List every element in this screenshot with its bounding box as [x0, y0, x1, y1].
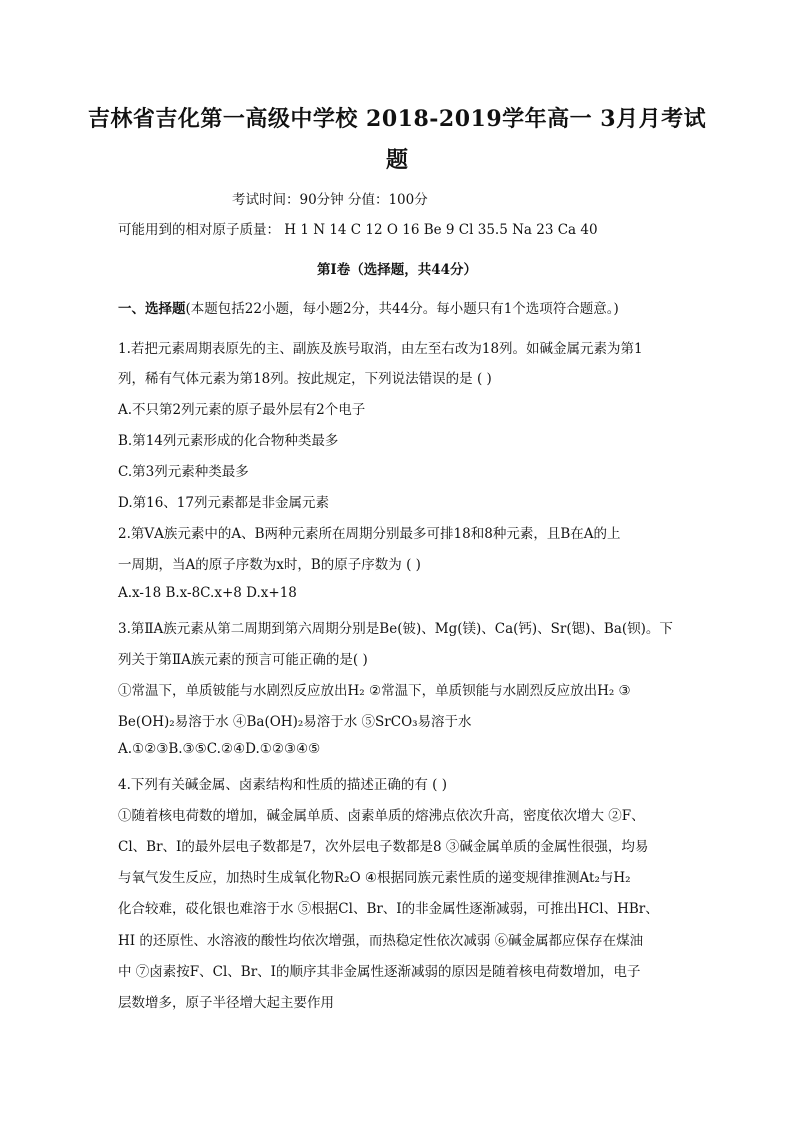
q1-option-d: D.第16、17列元素都是非金属元素 [118, 495, 329, 511]
q4-stem-line6: HI 的还原性、水溶液的酸性均依次增强，而热稳定性依次减弱 ⑥碱金属都应保存在煤油 [118, 933, 644, 949]
q3-stem-line1: 3.第ⅡA族元素从第二周期到第六周期分别是Be(铍)、Mg(镁)、Ca(钙)、Sr(锶)、Ba(钡)。下 [118, 621, 673, 637]
q4-stem-line1: 4.下列有关碱金属、卤素结构和性质的描述正确的有 ( ) [118, 777, 447, 793]
q4-stem-line3: Cl、Br、I的最外层电子数都是7，次外层电子数都是8 ③碱金属单质的金属性很强，均易 [118, 839, 649, 855]
q4-stem-line8: 层数增多，原子半径增大起主要作用 [118, 995, 334, 1011]
q4-stem-line7: 中 ⑦卤素按F、Cl、Br、I的顺序其非金属性逐渐减弱的原因是随着核电荷数增加，电子 [118, 964, 641, 980]
exam-title-line1: 吉林省吉化第一高级中学校 2018-2019学年高一 3月月考试 [87, 106, 707, 132]
exam-info: 考试时间：90分钟 分值：100分 [232, 192, 428, 208]
atomic-mass-line: 可能用到的相对原子质量： H 1 N 14 C 12 O 16 Be 9 Cl 35.5 Na 23 Ca 40 [118, 222, 598, 238]
q1-option-c: C.第3列元素种类最多 [118, 464, 249, 480]
q1-stem-line1: 1.若把元素周期表原先的主、副族及族号取消，由左至右改为18列。如碱金属元素为第1 [118, 341, 643, 357]
q3-options: A.①②③B.③⑤C.②④D.①②③④⑤ [118, 741, 321, 757]
q1-option-a: A.不只第2列元素的原子最外层有2个电子 [118, 402, 366, 418]
q3-stem-line4: Be(OH)₂易溶于水 ④Ba(OH)₂易溶于水 ⑤SrCO₃易溶于水 [118, 714, 472, 730]
q1-option-b: B.第14列元素形成的化合物种类最多 [118, 433, 339, 449]
q3-stem-line3: ①常温下，单质铍能与水剧烈反应放出H₂ ②常温下，单质钡能与水剧烈反应放出H₂ ③ [118, 683, 631, 699]
q2-stem-line2: 一周期，当A的原子序数为x时，B的原子序数为 ( ) [118, 557, 421, 573]
part-title: 第Ⅰ卷（选择题，共44分） [316, 262, 478, 278]
exam-title-line2: 题 [385, 147, 408, 173]
section-desc: (本题包括22小题，每小题2分，共44分。每小题只有1个选项符合题意。) [185, 301, 619, 317]
q4-stem-line5: 化合较难，砹化银也难溶于水 ⑤根据Cl、Br、I的非金属性逐渐减弱，可推出HCl、HBr、 [118, 901, 659, 917]
section-label: 一、选择题 [118, 301, 186, 317]
q1-stem-line2: 列，稀有气体元素为第18列。按此规定，下列说法错误的是 ( ) [118, 371, 492, 387]
q4-stem-line2: ①随着核电荷数的增加，碱金属单质、卤素单质的熔沸点依次升高，密度依次增大 ②F、 [118, 808, 645, 824]
q2-options: A.x-18 B.x-8C.x+8 D.x+18 [118, 585, 297, 601]
q3-stem-line2: 列关于第ⅡA族元素的预言可能正确的是( ) [118, 652, 368, 668]
q2-stem-line1: 2.第ⅤA族元素中的A、B两种元素所在周期分别最多可排18和8种元素，且B在A的上 [118, 526, 621, 542]
section-heading [118, 297, 619, 317]
q4-stem-line4: 与氧气发生反应，加热时生成氧化物R₂O ④根据同族元素性质的递变规律推测At₂与H₂ [118, 870, 631, 886]
